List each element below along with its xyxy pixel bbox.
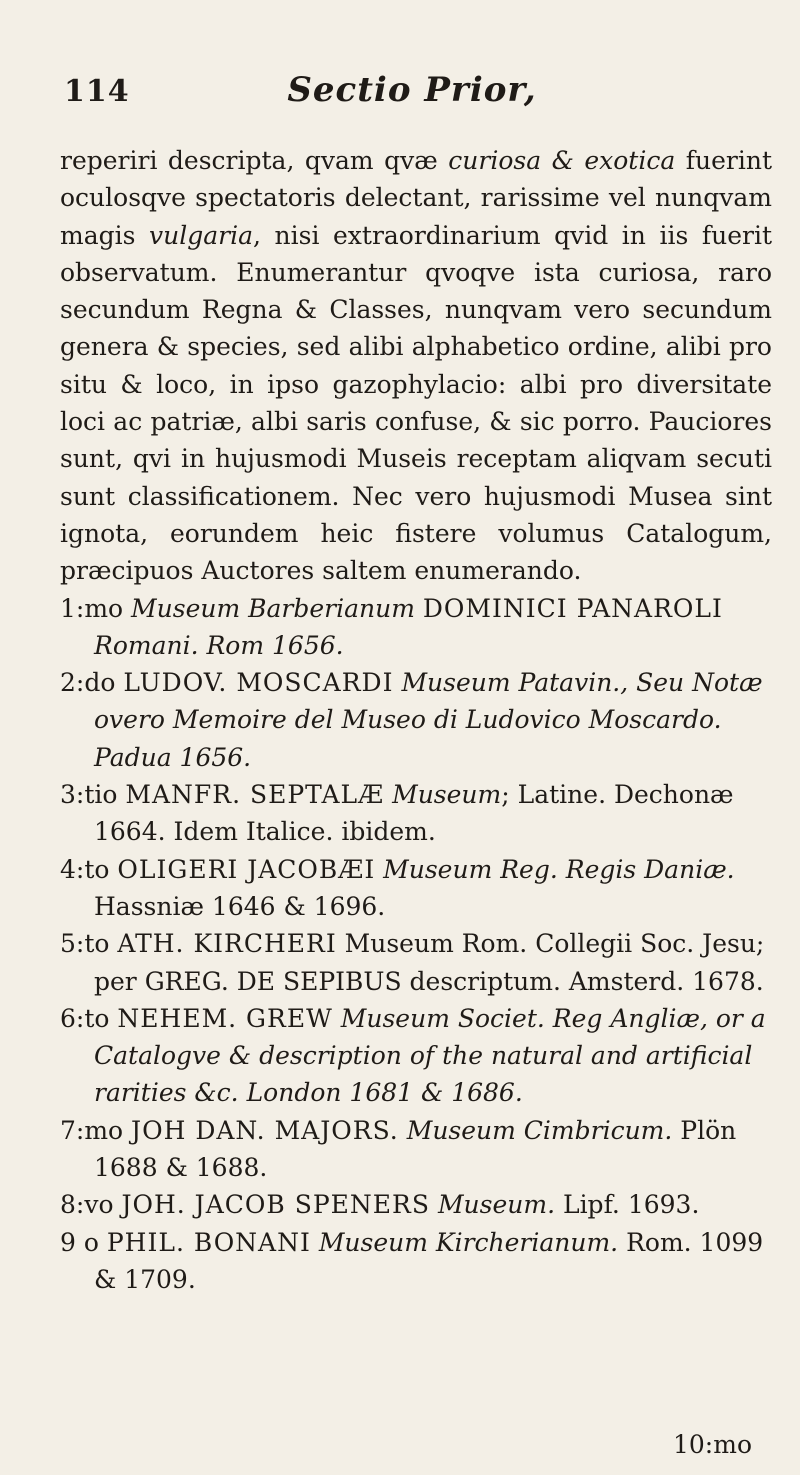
running-title: Sectio Prior, [287,70,537,110]
entry-tail: Hassniæ 1646 & 1696. [94,891,386,921]
entry-number: 7:mo [60,1115,124,1145]
entry-author: MANFR. SEPTALÆ [125,780,385,810]
entry-title: Museum Barberianum [131,593,415,623]
intro-paragraph [60,142,772,590]
entry-number: 8:vo [60,1190,114,1220]
entry-title: Museum. [437,1190,556,1220]
intro-italic: vulgaria [149,220,253,250]
entry-title: Museum [392,780,502,810]
entry-number: 3:tio [60,780,118,810]
entry-tail: Romani. Rom 1656. [94,630,344,660]
entry-author: JOH. JACOB SPENERS [121,1190,430,1220]
catalog-entry [60,590,772,665]
entry-tail: ; Latine. Dechonæ 1664. Idem Italice. ibidem. [94,780,734,847]
intro-text: reperiri descripta, qvam qvæ [60,146,449,175]
entry-tail: Plön 1688 & 1688. [94,1115,737,1183]
catalog-entry [60,1000,772,1112]
intro-text: , nisi extraordinarium qvid in iis fuerit observatum. Enumerantur qvoqve ista curiosa, raro secundum Regna & Classes, nunqvam vero secundum genera & species, sed alibi alphabetico ordine, alibi pro situ & loco, in ipso gazophylacio: albi pro diversitate loci ac patriæ, albi saris confuse, & sic porro. Pauciores sunt, qvi in hujusmodi Museis receptam aliqvam secuti sunt classificationem. Nec vero hujusmodi Musea sint ignota, eorundem heic fistere volumus Catalogum, præcipuos Auctores saltem enumerando. [60,220,773,586]
page-number: 114 [64,74,130,109]
entry-title: Museum Patavin., Seu Notæ overo Memoire del Museo di Ludovico Moscardo. Padua 1656. [94,668,763,772]
body-text [60,142,772,1298]
entry-number: 2:do [60,668,116,698]
entry-number: 9 o [60,1227,99,1257]
entry-number: 6:to [60,1003,110,1033]
entry-tail: Museum Rom. Collegii Soc. Jesu; per GREG. DE SEPIBUS descriptum. Amsterd. 1678. [94,929,765,996]
entry-number: 5:to [60,929,110,959]
entry-tail: Lipf. 1693. [555,1190,700,1220]
entry-author: NEHEM. GREW [117,1003,333,1033]
entry-author: JOH DAN. MAJORS. [131,1115,399,1145]
catalog-entry [60,851,772,926]
entry-tail: Rom. 1099 & 1709. [94,1227,764,1294]
entry-number: 4:to [60,854,110,884]
entry-title: Museum Reg. Regis Daniæ. [383,854,735,884]
entry-title: Museum Cimbricum. [406,1115,673,1145]
entry-author: LUDOV. MOSCARDI [123,668,394,698]
entry-number: 1:mo [60,593,124,623]
catchword: 10:mo [673,1430,752,1459]
catalog-entry [60,925,772,1000]
catalog-entry [60,776,772,851]
entry-author: ATH. KIRCHERI [117,929,337,959]
entry-title: Museum Societ. Reg Angliæ, or a Catalogve & description of the natural and artificial rarities &c. London 1681 & 1686. [94,1003,766,1108]
entry-author: DOMINICI PANAROLI [422,593,723,623]
intro-text: fuerint oculosqve spectatoris delectant, rarissime vel nunqvam magis [60,146,772,250]
catalog-entry [60,1224,772,1299]
entry-title: Museum Kircherianum. [318,1227,619,1257]
catalog-entry [60,1186,772,1223]
catalog-entry [60,1112,772,1187]
entry-author: OLIGERI JACOBÆI [117,854,376,884]
page-header [64,62,760,122]
catalog-entry [60,664,772,776]
entry-author: PHIL. BONANI [106,1227,311,1257]
intro-italic: curiosa & exotica [448,146,676,175]
